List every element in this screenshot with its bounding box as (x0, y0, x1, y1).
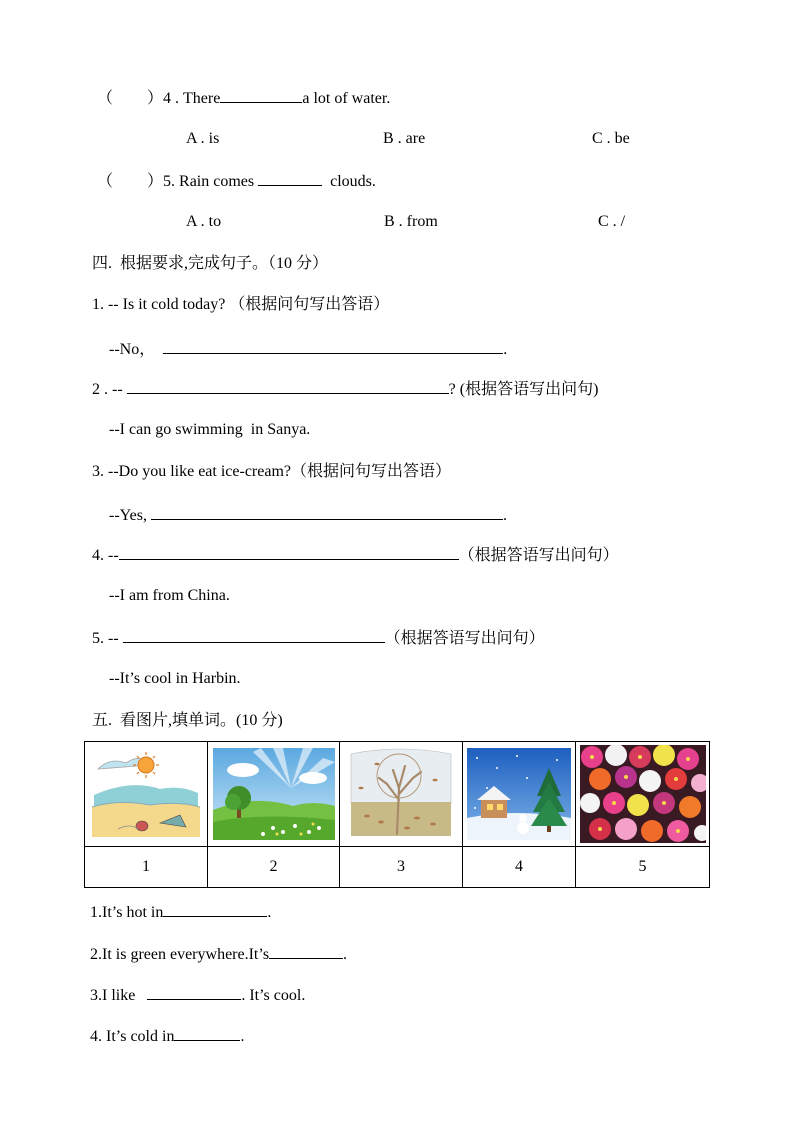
answer-blank[interactable] (220, 87, 302, 103)
answer-suffix: . (502, 507, 507, 524)
question-prefix: 5. -- (92, 630, 119, 647)
option-a: A . is (186, 130, 220, 147)
question-suffix: （根据答语写出问句） (458, 547, 619, 564)
question-4-stem-a: 4 . There (163, 90, 221, 107)
question-4-stem-b: a lot of water. (302, 90, 391, 107)
s4-item-4-answer: --I am from China. (109, 587, 230, 604)
picture-cell (85, 742, 208, 847)
s5-sentence-1 (90, 901, 271, 923)
answer-blank[interactable] (147, 984, 241, 1000)
picture-number: 5 (576, 847, 710, 888)
sentence-text: 1.It’s hot in (90, 904, 164, 921)
winter-snow-picture (467, 748, 571, 840)
question-suffix: （根据答语写出问句） (384, 630, 545, 647)
sentence-text: 3.I like (90, 987, 136, 1004)
flowers-picture (580, 745, 706, 843)
section-5-heading: 五. 看图片,填单词。(10 分) (92, 712, 283, 729)
s4-item-3-answer (109, 504, 507, 526)
s4-item-5-answer: --It’s cool in Harbin. (109, 670, 241, 687)
answer-bracket-close: ） (147, 173, 164, 190)
s4-item-4-question (92, 544, 619, 566)
s4-item-1-answer (109, 338, 507, 360)
question-5-stem-a: 5. Rain comes (163, 173, 255, 190)
s4-item-5-question (92, 627, 545, 649)
picture-number: 2 (208, 847, 340, 888)
s4-item-3-question: 3. --Do you like eat ice-cream?（根据问句写出答语） (92, 463, 452, 480)
sentence-end: . (240, 1028, 245, 1045)
sentence-end: . (343, 946, 348, 963)
sentence-text: 4. It’s cold in (90, 1028, 175, 1045)
answer-prefix: --No， (109, 341, 156, 358)
question-4 (97, 87, 390, 109)
question-blank[interactable] (119, 544, 459, 560)
sentence-end: . It’s cool. (241, 987, 306, 1004)
autumn-tree-picture (347, 748, 455, 840)
picture-number: 1 (85, 847, 208, 888)
s5-sentence-2 (90, 943, 347, 965)
picture-cell (208, 742, 340, 847)
s4-item-2-question (92, 378, 598, 400)
picture-number: 4 (463, 847, 576, 888)
answer-prefix: --Yes, (109, 507, 147, 524)
section-4-heading: 四. 根据要求,完成句子。（10 分） (92, 255, 329, 272)
picture-number: 3 (340, 847, 463, 888)
s4-item-2-answer: --I can go swimming in Sanya. (109, 421, 311, 438)
option-c: C . be (592, 130, 630, 147)
answer-blank[interactable] (151, 504, 503, 520)
question-suffix: ? (根据答语写出问句) (448, 381, 599, 398)
answer-blank[interactable] (258, 170, 322, 186)
question-prefix: 4. -- (92, 547, 119, 564)
question-5 (97, 170, 376, 192)
s5-sentence-4 (90, 1025, 244, 1047)
option-c: C . / (598, 213, 626, 230)
answer-blank[interactable] (174, 1025, 240, 1041)
question-prefix: 2 . -- (92, 381, 123, 398)
summer-beach-picture (90, 749, 202, 839)
picture-cell (340, 742, 463, 847)
question-blank[interactable] (127, 378, 449, 394)
answer-bracket-close: ） (147, 90, 164, 107)
picture-cell (463, 742, 576, 847)
answer-bracket-open: （ (97, 173, 114, 190)
answer-suffix: . (503, 341, 508, 358)
option-a: A . to (186, 213, 222, 230)
spring-meadow-picture (213, 748, 335, 840)
answer-blank[interactable] (163, 901, 267, 917)
answer-blank[interactable] (163, 338, 503, 354)
s4-item-1-question: 1. -- Is it cold today? （根据问句写出答语） (92, 296, 390, 313)
answer-bracket-open: （ (97, 90, 114, 107)
question-blank[interactable] (123, 627, 385, 643)
question-5-stem-b: clouds. (330, 173, 376, 190)
option-b: B . from (384, 213, 438, 230)
picture-table (84, 741, 710, 888)
picture-cell (576, 742, 710, 847)
option-b: B . are (383, 130, 426, 147)
sentence-text: 2.It is green everywhere.It’s (90, 946, 270, 963)
answer-blank[interactable] (269, 943, 343, 959)
sentence-end: . (267, 904, 272, 921)
s5-sentence-3 (90, 984, 305, 1006)
